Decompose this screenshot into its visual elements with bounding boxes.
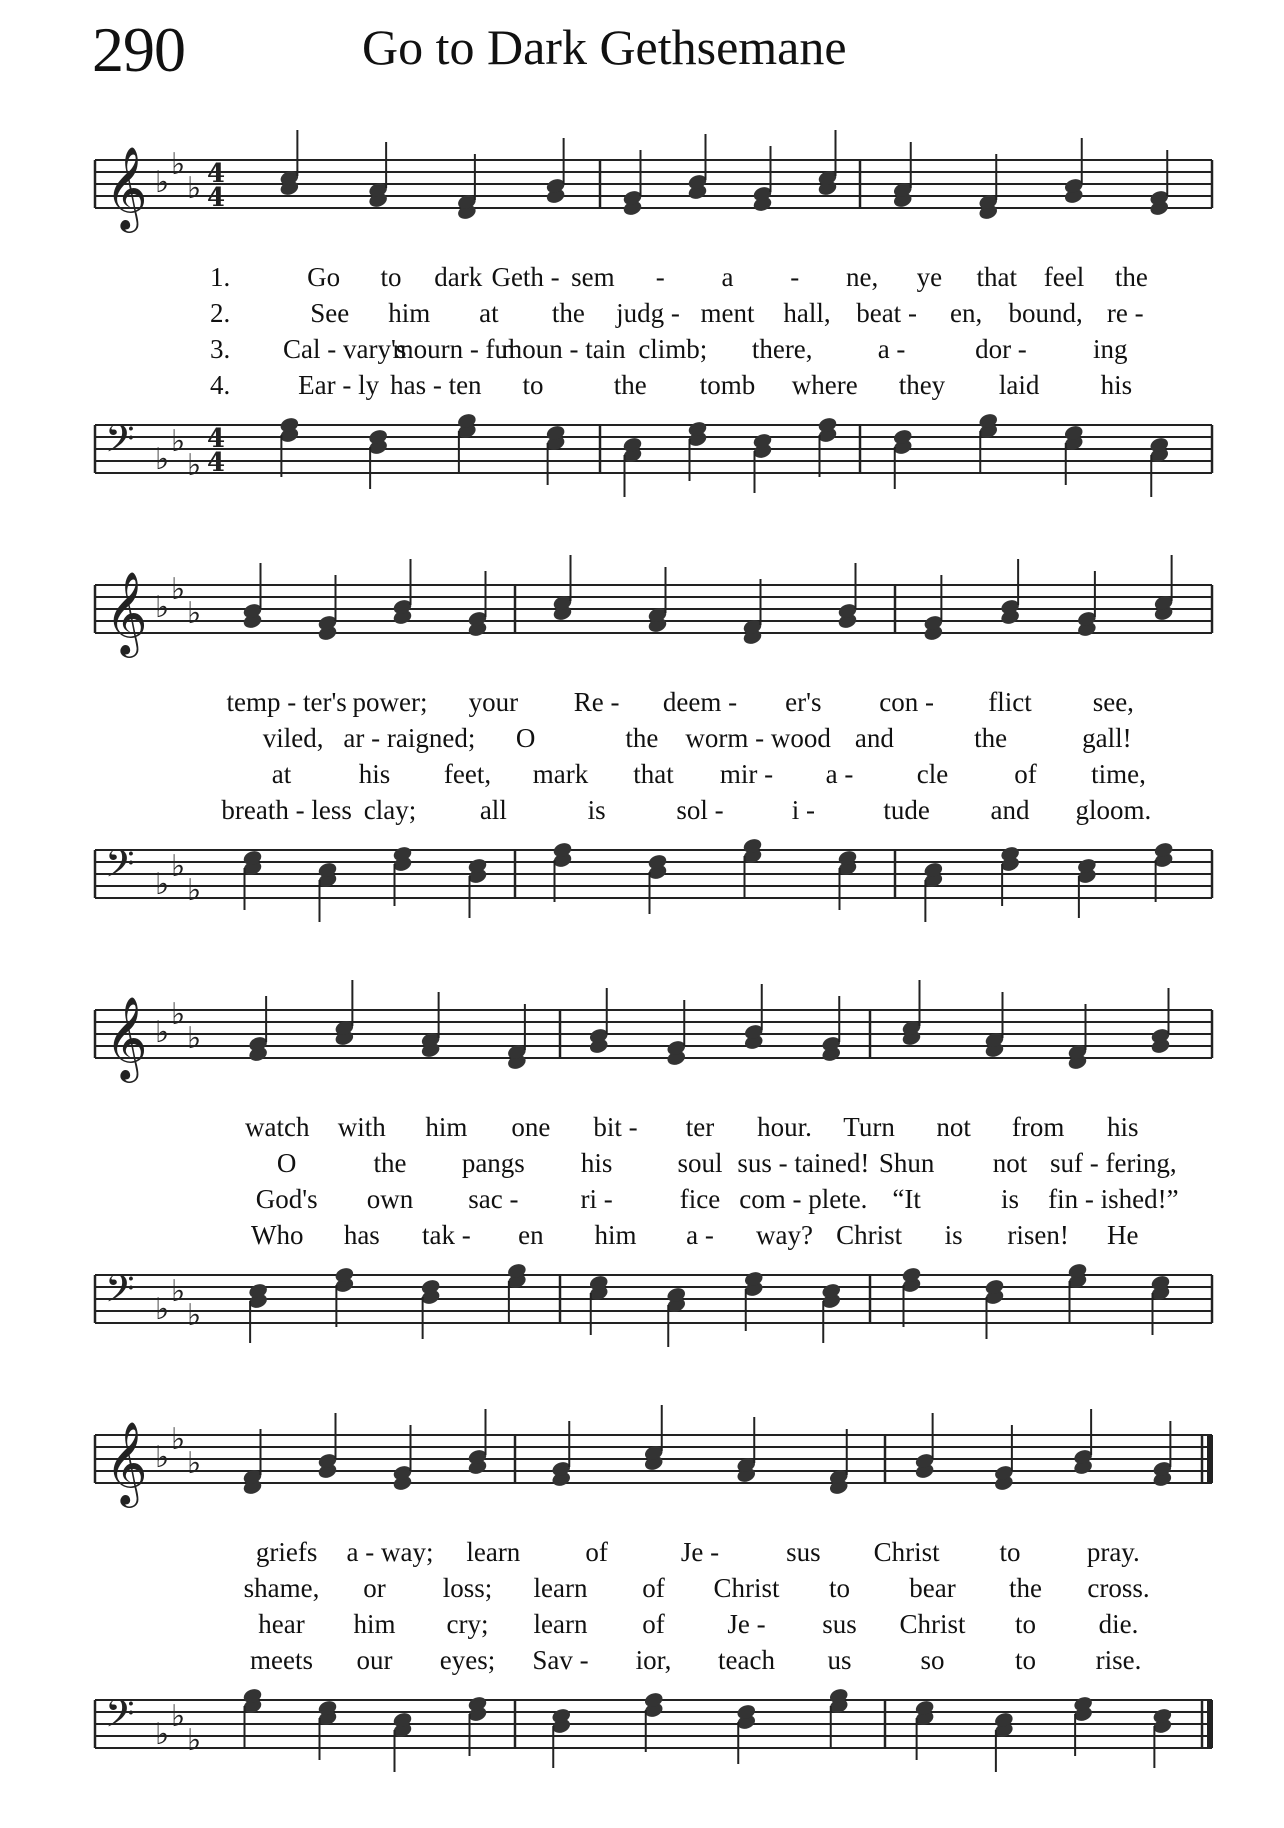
- hymn-number: 290: [92, 14, 185, 85]
- lyric-syllable: “It: [892, 1184, 921, 1214]
- lyric-syllable: cry;: [446, 1609, 489, 1639]
- time-signature-digit: 4: [207, 183, 226, 213]
- lyric-syllable: see,: [1092, 687, 1134, 717]
- lyric-syllable: him: [594, 1220, 637, 1250]
- lyric-syllable: our: [356, 1645, 393, 1675]
- lyric-syllable: a - way;: [346, 1537, 434, 1567]
- lyric-syllable: ing: [1093, 334, 1128, 364]
- lyric-syllable: is: [587, 795, 606, 825]
- lyric-syllable: one: [511, 1112, 551, 1142]
- lyric-syllable: O: [515, 723, 536, 753]
- lyric-syllable: learn: [466, 1537, 521, 1567]
- lyric-syllable: him: [388, 298, 431, 328]
- lyric-syllable: He: [1106, 1220, 1139, 1250]
- bass-clef-icon: 𝄢: [105, 1691, 135, 1745]
- bass-staff: [95, 1687, 1213, 1772]
- lyric-syllable: pray.: [1086, 1537, 1140, 1567]
- lyric-syllable: of: [642, 1609, 665, 1639]
- lyric-syllable: O: [276, 1148, 297, 1178]
- lyric-syllable: with: [337, 1112, 386, 1142]
- treble-clef-icon: 𝄞: [105, 145, 148, 229]
- lyric-syllable: your: [468, 687, 519, 717]
- lyric-syllable: Je -: [727, 1609, 766, 1639]
- lyric-syllable: judg -: [616, 298, 680, 328]
- lyric-syllable: Ear - ly: [298, 370, 380, 400]
- lyric-syllable: ri -: [580, 1184, 613, 1214]
- verse-number: 2.: [210, 298, 231, 328]
- flat-icon: ♭: [171, 997, 186, 1032]
- lyric-syllable: of: [642, 1573, 665, 1603]
- lyric-syllable: the: [974, 723, 1008, 753]
- bass-clef-icon: 𝄢: [105, 416, 135, 470]
- treble-staff: [95, 1405, 1213, 1508]
- lyric-syllable: his: [1100, 370, 1133, 400]
- lyric-syllable: that: [633, 759, 674, 789]
- flat-icon: ♭: [171, 572, 186, 607]
- lyric-syllable: there,: [751, 334, 813, 364]
- lyric-syllable: Je -: [680, 1537, 720, 1567]
- lyric-syllable: dor -: [975, 334, 1027, 364]
- lyric-syllable: watch: [245, 1112, 310, 1142]
- lyric-syllable: has: [343, 1220, 380, 1250]
- verse-line: [0, 1571, 1284, 1605]
- lyric-syllable: tude: [883, 795, 930, 825]
- lyric-syllable: pangs: [461, 1148, 525, 1178]
- lyric-syllable: teach: [718, 1645, 775, 1675]
- lyric-syllable: Christ: [873, 1537, 940, 1567]
- lyric-syllable: com - plete.: [739, 1184, 868, 1214]
- lyric-syllable: Go: [307, 262, 341, 292]
- lyric-syllable: cross.: [1087, 1573, 1150, 1603]
- lyric-syllable: sus: [786, 1537, 821, 1567]
- lyric-syllable: griefs: [255, 1537, 318, 1567]
- time-signature-digit: 4: [207, 159, 226, 189]
- lyric-syllable: worm - wood: [685, 723, 831, 753]
- lyric-syllable: the: [373, 1148, 407, 1178]
- flat-icon: ♭: [187, 171, 202, 206]
- flat-icon: ♭: [187, 873, 202, 908]
- time-signature-digit: 4: [207, 448, 226, 478]
- lyric-syllable: to: [1014, 1645, 1037, 1675]
- lyric-syllable: sol -: [676, 795, 724, 825]
- final-barline-thick: [1207, 1435, 1213, 1483]
- lyric-syllable: Re -: [573, 687, 620, 717]
- verse-line: [0, 1643, 1284, 1677]
- lyric-syllable: ar - raigned;: [343, 723, 476, 753]
- lyric-syllable: breath - less: [221, 795, 352, 825]
- lyric-syllable: dark: [434, 262, 483, 292]
- lyric-syllable: eyes;: [439, 1645, 496, 1675]
- lyric-syllable: of: [585, 1537, 608, 1567]
- flat-icon: ♭: [171, 424, 186, 459]
- lyric-syllable: the: [613, 370, 647, 400]
- lyric-syllable: him: [425, 1112, 468, 1142]
- flat-icon: ♭: [155, 1015, 170, 1050]
- lyric-syllable: Geth -: [491, 262, 560, 292]
- lyric-syllable: See: [310, 298, 350, 328]
- lyric-syllable: mir -: [719, 759, 774, 789]
- lyric-syllable: us: [827, 1645, 852, 1675]
- flat-icon: ♭: [171, 849, 186, 884]
- lyric-syllable: a -: [825, 759, 854, 789]
- lyric-syllable: meets: [250, 1645, 313, 1675]
- lyric-syllable: all: [479, 795, 507, 825]
- flat-icon: ♭: [187, 1298, 202, 1333]
- bass-clef-icon: 𝄢: [105, 1266, 135, 1320]
- lyric-syllable: to: [380, 262, 402, 292]
- verse-number: 4.: [210, 370, 231, 400]
- lyric-syllable: deem -: [662, 687, 738, 717]
- lyric-syllable: Christ: [836, 1220, 903, 1250]
- flat-icon: ♭: [187, 596, 202, 631]
- verse-number: 1.: [210, 262, 231, 292]
- lyric-syllable: gloom.: [1075, 795, 1152, 825]
- lyric-syllable: mark: [532, 759, 589, 789]
- lyric-syllable: God's: [255, 1184, 318, 1214]
- lyric-syllable: learn: [533, 1573, 588, 1603]
- lyric-syllable: i -: [791, 795, 815, 825]
- lyric-syllable: Shun: [878, 1148, 935, 1178]
- lyric-syllable: cle: [916, 759, 949, 789]
- lyric-syllable: hear: [258, 1609, 305, 1639]
- lyric-syllable: en,: [950, 298, 983, 328]
- lyric-syllable: loss;: [442, 1573, 493, 1603]
- lyric-syllable: the: [625, 723, 659, 753]
- lyric-syllable: not: [992, 1148, 1028, 1178]
- flat-icon: ♭: [171, 1274, 186, 1309]
- lyric-syllable: Christ: [713, 1573, 780, 1603]
- lyric-syllable: so: [920, 1645, 945, 1675]
- lyric-syllable: Christ: [899, 1609, 966, 1639]
- lyric-syllable: feet,: [443, 759, 492, 789]
- lyric-syllable: Turn: [843, 1112, 895, 1142]
- hymn-title: Go to Dark Gethsemane: [362, 19, 847, 75]
- lyric-syllable: hall,: [783, 298, 831, 328]
- lyric-syllable: way?: [756, 1220, 814, 1250]
- lyric-syllable: learn: [533, 1609, 588, 1639]
- flat-icon: ♭: [155, 1717, 170, 1752]
- flat-icon: ♭: [187, 448, 202, 483]
- lyric-syllable: -: [655, 262, 665, 292]
- lyric-syllable: of: [1014, 759, 1037, 789]
- lyric-syllable: the: [551, 298, 585, 328]
- lyric-syllable: shame,: [243, 1573, 320, 1603]
- flat-icon: ♭: [187, 1446, 202, 1481]
- lyric-syllable: Who: [251, 1220, 304, 1250]
- lyric-syllable: flict: [988, 687, 1032, 717]
- lyric-syllable: Sav -: [532, 1645, 589, 1675]
- flat-icon: ♭: [155, 590, 170, 625]
- lyric-syllable: him: [353, 1609, 396, 1639]
- lyric-syllable: ne,: [845, 262, 879, 292]
- lyric-syllable: ter: [685, 1112, 715, 1142]
- lyric-syllable: er's: [785, 687, 822, 717]
- lyric-syllable: gall!: [1082, 723, 1132, 753]
- bass-clef-icon: 𝄢: [105, 841, 135, 895]
- lyric-syllable: to: [1014, 1609, 1037, 1639]
- lyric-syllable: -: [790, 262, 800, 292]
- lyric-syllable: is: [1000, 1184, 1020, 1214]
- lyric-syllable: not: [936, 1112, 971, 1142]
- lyric-syllable: bound,: [1008, 298, 1083, 328]
- lyric-syllable: viled,: [262, 723, 324, 753]
- lyric-syllable: clay;: [363, 795, 417, 825]
- flat-icon: ♭: [171, 1422, 186, 1457]
- treble-clef-icon: 𝄞: [105, 995, 148, 1079]
- lyric-syllable: time,: [1091, 759, 1146, 789]
- lyric-syllable: moun - tain: [501, 334, 626, 364]
- lyric-syllable: sem: [571, 262, 615, 292]
- lyric-syllable: suf - fering,: [1049, 1148, 1177, 1178]
- lyric-syllable: at: [271, 759, 292, 789]
- lyric-syllable: sac -: [468, 1184, 519, 1214]
- flat-icon: ♭: [187, 1021, 202, 1056]
- lyric-syllable: they: [898, 370, 946, 400]
- time-signature-digit: 4: [207, 424, 226, 454]
- lyric-syllable: hour.: [757, 1112, 812, 1142]
- lyric-syllable: beat -: [856, 298, 917, 328]
- lyric-syllable: to: [999, 1537, 1021, 1567]
- lyric-syllable: soul: [677, 1148, 723, 1178]
- lyric-syllable: sus: [822, 1609, 857, 1639]
- lyric-syllable: rise.: [1095, 1645, 1142, 1675]
- lyric-syllable: from: [1011, 1112, 1065, 1142]
- lyric-syllable: ye: [916, 262, 943, 292]
- lyric-syllable: temp - ter's: [226, 687, 347, 717]
- flat-icon: ♭: [171, 1699, 186, 1734]
- lyric-syllable: bear: [909, 1573, 956, 1603]
- lyric-syllable: or: [363, 1573, 386, 1603]
- flat-icon: ♭: [155, 165, 170, 200]
- lyric-syllable: to: [828, 1573, 851, 1603]
- lyric-syllable: feel: [1043, 262, 1085, 292]
- verse-line: [0, 1535, 1284, 1569]
- lyric-syllable: and: [990, 795, 1030, 825]
- lyric-syllable: risen!: [1007, 1220, 1069, 1250]
- final-barline-thick: [1207, 1700, 1213, 1748]
- lyric-syllable: tomb: [699, 370, 756, 400]
- lyric-syllable: to: [522, 370, 544, 400]
- lyric-syllable: laid: [998, 370, 1040, 400]
- lyric-syllable: mourn - ful: [392, 334, 516, 364]
- flat-icon: ♭: [155, 1440, 170, 1475]
- lyric-syllable: where: [791, 370, 858, 400]
- treble-clef-icon: 𝄞: [105, 1420, 148, 1504]
- lyric-syllable: that: [976, 262, 1017, 292]
- lyric-syllable: the: [1114, 262, 1148, 292]
- lyric-syllable: re -: [1106, 298, 1144, 328]
- flat-icon: ♭: [187, 1723, 202, 1758]
- lyric-syllable: a: [721, 262, 734, 292]
- verse-number: 3.: [210, 334, 231, 364]
- flat-icon: ♭: [155, 867, 170, 902]
- flat-icon: ♭: [155, 1292, 170, 1327]
- lyric-syllable: climb;: [638, 334, 708, 364]
- lyric-syllable: power;: [352, 687, 428, 717]
- lyric-syllable: fin - ished!”: [1048, 1184, 1179, 1214]
- lyric-syllable: at: [479, 298, 499, 328]
- lyric-syllable: tak -: [421, 1220, 471, 1250]
- lyric-syllable: his: [1106, 1112, 1139, 1142]
- lyric-syllable: and: [854, 723, 894, 753]
- lyric-syllable: sus - tained!: [737, 1148, 870, 1178]
- lyric-syllable: his: [580, 1148, 613, 1178]
- lyric-syllable: a -: [686, 1220, 714, 1250]
- lyric-syllable: his: [358, 759, 391, 789]
- lyric-syllable: en: [518, 1220, 544, 1250]
- lyric-syllable: bit -: [593, 1112, 638, 1142]
- verse-line: [0, 1607, 1284, 1641]
- lyric-syllable: die.: [1098, 1609, 1139, 1639]
- lyric-syllable: Cal - vary's: [283, 334, 407, 364]
- lyric-syllable: ment: [700, 298, 755, 328]
- lyric-syllable: a -: [877, 334, 906, 364]
- lyric-syllable: own: [366, 1184, 414, 1214]
- lyric-syllable: fice: [679, 1184, 721, 1214]
- lyric-syllable: ior,: [635, 1645, 672, 1675]
- treble-clef-icon: 𝄞: [105, 570, 148, 654]
- lyric-syllable: has - ten: [390, 370, 482, 400]
- lyric-syllable: is: [944, 1220, 963, 1250]
- flat-icon: ♭: [155, 442, 170, 477]
- lyric-syllable: the: [1009, 1573, 1042, 1603]
- flat-icon: ♭: [171, 147, 186, 182]
- lyric-syllable: con -: [879, 687, 935, 717]
